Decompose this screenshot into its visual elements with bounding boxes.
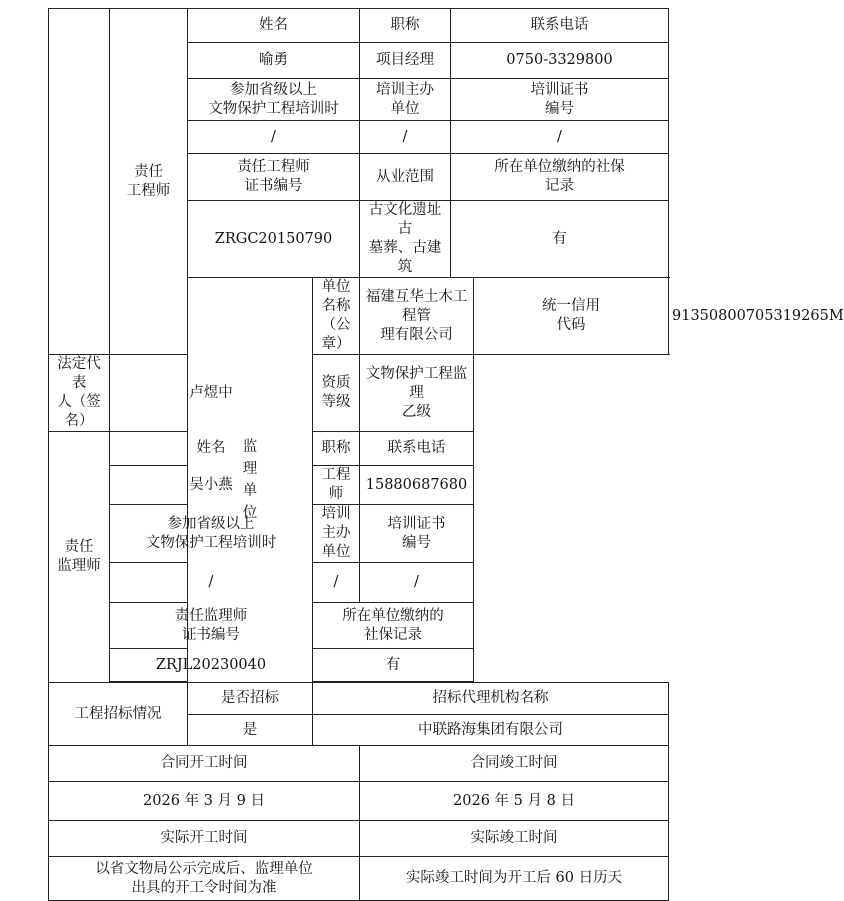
engineer-training-hours-header: 参加省级以上 文物保护工程培训时 [188,79,360,121]
engineer-title: 项目经理 [360,43,451,79]
supervisor-name: 吴小燕 [110,466,313,505]
engineer-training-organizer-header: 培训主办 单位 [360,79,451,121]
supervisor-group-label: 责任 监理师 [49,432,110,683]
supervisor-social: 有 [313,649,474,682]
engineer-training-hours: / [188,121,360,154]
supervisor-cert-number-header: 责任监理师 证书编号 [110,603,313,649]
engineer-training-cert: / [451,121,669,154]
supervisor-training-cert-header: 培训证书 编号 [360,505,474,563]
supervisor-name-header: 姓名 [110,432,313,466]
engineer-social-header: 所在单位缴纳的社保 记录 [451,154,669,201]
credit-code-label: 统一信用 代码 [474,278,669,355]
engineer-training-organizer: / [360,121,451,154]
supervisor-title-header: 职称 [313,432,360,466]
is-bid-label: 是否招标 [188,683,313,715]
bidding-label: 工程招标情况 [49,683,188,746]
qualification-label: 资质 等级 [313,355,360,432]
supervisor-cert-number: ZRJL20230040 [110,649,313,682]
actual-end-note: 实际竣工时间为开工后 60 日历天 [360,857,669,901]
unit-name: 福建互华土木工程管 理有限公司 [360,278,474,355]
legal-rep: 卢煜中 [110,355,313,432]
engineer-name-header: 姓名 [188,9,360,43]
engineer-cert-number-header: 责任工程师 证书编号 [188,154,360,201]
engineer-social: 有 [451,201,669,278]
contract-end-label: 合同竣工时间 [360,746,669,782]
qualification: 文物保护工程监理 乙级 [360,355,474,432]
engineer-cert-number: ZRGC20150790 [188,201,360,278]
supervision-group-label: 监 理 单 位 [188,278,313,683]
engineer-left-blank [49,9,110,355]
contract-start-label: 合同开工时间 [49,746,360,782]
bid-agency-label: 招标代理机构名称 [313,683,669,715]
engineer-scope-header: 从业范围 [360,154,451,201]
supervisor-training-hours: / [110,563,313,603]
actual-start-note: 以省文物局公示完成后、监理单位 出具的开工令时间为准 [49,857,360,901]
supervisor-title: 工程师 [313,466,360,505]
supervisor-phone: 15880687680 [360,466,474,505]
supervisor-training-organizer: / [313,563,360,603]
supervisor-training-cert: / [360,563,474,603]
bid-agency: 中联路海集团有限公司 [313,715,669,746]
engineer-title-header: 职称 [360,9,451,43]
legal-rep-label: 法定代表 人（签名） [49,355,110,432]
project-info-table: 责任 工程师 姓名 职称 联系电话 喻勇 项目经理 0750-3329800 参加省级以上 文物保护工程培训时 培训主办 单位 培训证书 编号 / / / 责任工程师 证书编号 从业范围 所在单位缴纳的社保 记录 ZRGC20150790 古文化遗址古 墓葬、古建筑 有 监 理 单 位 单位名称 （公章） 福建互华土木工程管 理有限公司 统一信用 代码 91350800705319265M 法定代表 人（签名） 卢煜中 资质 等级 文物保护工程监理 乙级 责任 监理师 姓名 职称 联系电话 吴小燕 工程师 15880687680 参加省级以上 文物保护工程培训时 培训主办 单位 培训证书 编号 / / / 责任监理师 证书编号 所在单位缴纳的 社保记录 ZRJL20230040 有 工程招标情况 是否招标 招标代理机构名称 是 中联路海集团有限公司 合同开工时间 合同竣工时间 2026 年 3 月 9 日 2026 年 5 月 8 日 实际开工时间 实际竣工时间 以省文物局公示完成后、监理单位 出具的开工令时间为准 实际竣工时间为开工后 60 日历天 [48,8,669,901]
contract-end: 2026 年 5 月 8 日 [360,782,669,821]
is-bid: 是 [188,715,313,746]
unit-name-label: 单位名称 （公章） [313,278,360,355]
actual-start-label: 实际开工时间 [49,821,360,857]
engineer-scope: 古文化遗址古 墓葬、古建筑 [360,201,451,278]
engineer-phone: 0750-3329800 [451,43,669,79]
supervisor-social-header: 所在单位缴纳的 社保记录 [313,603,474,649]
engineer-phone-header: 联系电话 [451,9,669,43]
supervisor-training-organizer-header: 培训主办 单位 [313,505,360,563]
supervisor-training-hours-header: 参加省级以上 文物保护工程培训时 [110,505,313,563]
contract-start: 2026 年 3 月 9 日 [49,782,360,821]
actual-end-label: 实际竣工时间 [360,821,669,857]
engineer-group-label: 责任 工程师 [110,9,188,355]
engineer-training-cert-header: 培训证书 编号 [451,79,669,121]
supervisor-phone-header: 联系电话 [360,432,474,466]
engineer-name: 喻勇 [188,43,360,79]
